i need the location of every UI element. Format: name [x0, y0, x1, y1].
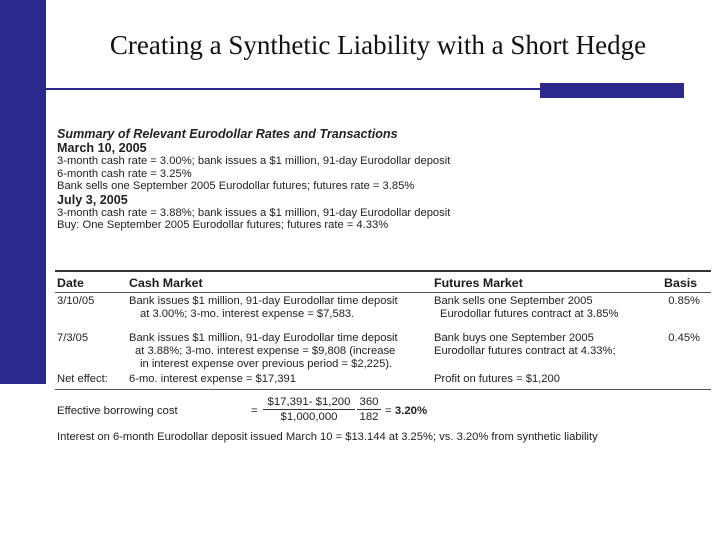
numerator-amount: $17,391- $1,200 [263, 395, 355, 410]
row1-cash [129, 295, 398, 321]
left-accent-bar [0, 0, 46, 384]
numerator-days: 360 [357, 395, 381, 410]
table-bottom-rule [55, 389, 711, 390]
formula-label: Effective borrowing cost [57, 405, 178, 417]
net-effect-cash: 6-mo. interest expense = $17,391 [129, 373, 296, 385]
row1-cash-line: at 3.00%; 3-mo. interest expense = $7,583. [140, 308, 355, 320]
header-futures-market: Futures Market [434, 276, 523, 290]
denominator-days: 182 [359, 411, 379, 423]
row2-basis: 0.45% [668, 332, 700, 344]
summary-line: 3-month cash rate = 3.88%; bank issues a $1 million, 91-day Eurodollar deposit [57, 206, 451, 219]
summary-date-july: July 3, 2005 [57, 192, 128, 207]
formula-equals: = [385, 405, 392, 417]
title-accent-block [540, 83, 684, 98]
denominator-amount: $1,000,000 [280, 411, 338, 423]
net-effect-futures: Profit on futures = $1,200 [434, 373, 560, 385]
summary-section [57, 127, 450, 232]
row2-cash-line: Bank issues $1 million, 91-day Eurodollar time deposit [129, 332, 398, 344]
header-date: Date [57, 276, 84, 290]
row2-date: 7/3/05 [57, 332, 89, 344]
row2-futures [434, 332, 616, 358]
summary-line: Buy: One September 2005 Eurodollar futures; futures rate = 4.33% [57, 219, 389, 232]
row1-cash-line: Bank issues $1 million, 91-day Eurodollar time deposit [129, 295, 398, 307]
formula-result-group [385, 405, 427, 417]
row2-cash-line: in interest expense over previous period = $2,225). [140, 358, 393, 370]
table-top-rule [55, 270, 711, 272]
row1-basis: 0.85% [668, 295, 700, 307]
row2-cash [129, 332, 398, 371]
title-underline [34, 88, 544, 90]
row1-futures-line: Eurodollar futures contract at 3.85% [440, 308, 619, 320]
summary-line: 3-month cash rate = 3.00%; bank issues a $1 million, 91-day Eurodollar deposit [57, 155, 451, 167]
fraction-days [357, 395, 381, 424]
row1-futures-line: Bank sells one September 2005 [434, 295, 593, 307]
net-effect-label: Net effect: [57, 373, 108, 385]
footer-note: Interest on 6-month Eurodollar deposit issued March 10 = $13.144 at 3.25%; vs. 3.20% from synthetic liability [57, 431, 598, 443]
formula-result: 3.20% [394, 405, 428, 417]
row1-date: 3/10/05 [57, 295, 95, 307]
summary-line: Bank sells one September 2005 Eurodollar futures; futures rate = 3.85% [57, 180, 415, 193]
row1-futures [434, 295, 618, 321]
header-cash-market: Cash Market [129, 276, 203, 290]
row2-futures-line: Eurodollar futures contract at 4.33%; [434, 345, 616, 357]
summary-date-march: March 10, 2005 [57, 141, 147, 155]
summary-heading: Summary of Relevant Eurodollar Rates and Transactions [57, 127, 398, 141]
row2-futures-line: Bank buys one September 2005 [434, 332, 594, 344]
header-basis: Basis [664, 276, 698, 290]
row2-cash-line: at 3.88%; 3-mo. interest expense = $9,808 (increase [135, 345, 396, 357]
slide-title: Creating a Synthetic Liability with a Short Hedge [109, 30, 647, 60]
summary-line: 6-month cash rate = 3.25% [57, 167, 192, 180]
formula-equals: = [251, 405, 258, 417]
header-rule [55, 292, 711, 293]
fraction-amounts [263, 395, 355, 424]
effective-cost-formula [57, 395, 428, 427]
